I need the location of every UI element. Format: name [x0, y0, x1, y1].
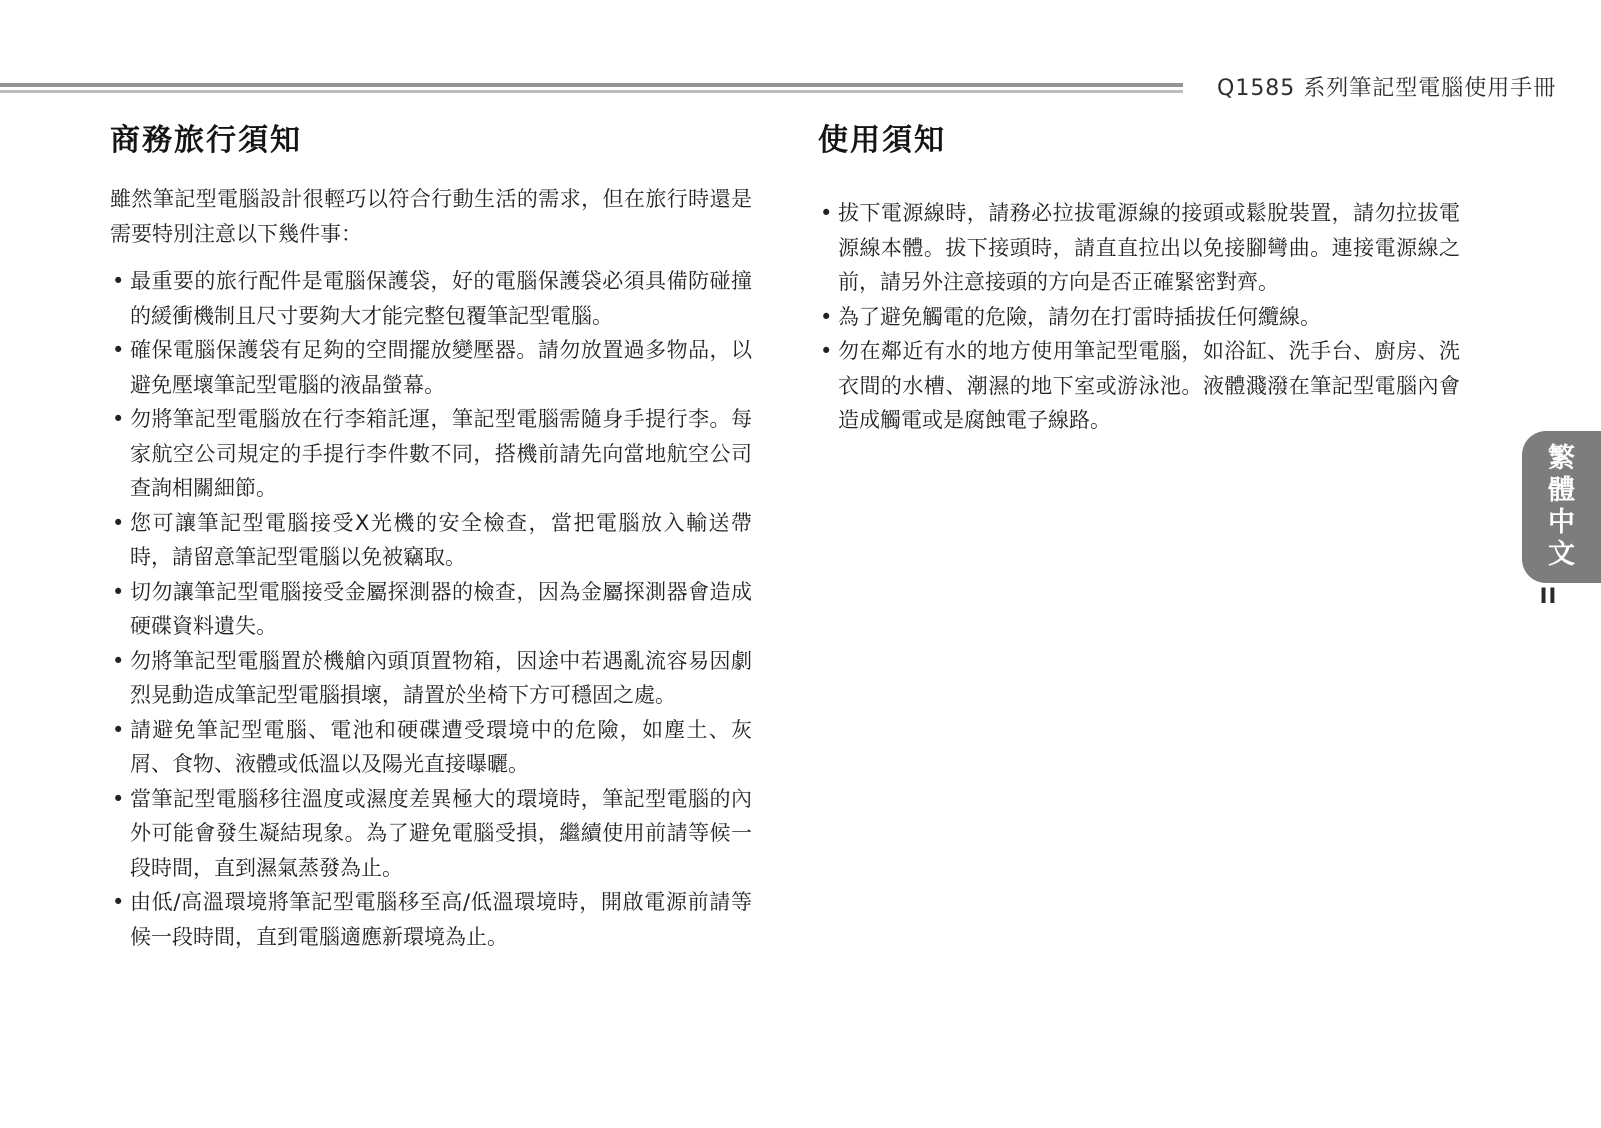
travel-notice-section	[110, 123, 752, 954]
travel-notice-item-text: 請避免筆記型電腦、電池和硬碟遭受環境中的危險，如塵土、灰屑、食物、液體或低溫以及陽光直接曝曬。	[130, 717, 752, 776]
content-columns	[110, 123, 1460, 954]
travel-notice-item	[110, 644, 752, 713]
travel-notice-item	[110, 506, 752, 575]
bullet-icon: •	[112, 510, 125, 535]
usage-notice-section	[818, 123, 1460, 954]
travel-notice-item-text: 切勿讓筆記型電腦接受金屬探測器的檢查，因為金屬探測器會造成硬碟資料遺失。	[130, 579, 752, 638]
travel-notice-item	[110, 885, 752, 954]
travel-notice-item	[110, 402, 752, 506]
manual-title: Q1585 系列筆記型電腦使用手冊	[1217, 76, 1557, 101]
travel-notice-list	[110, 264, 752, 954]
travel-notice-item-text: 勿將筆記型電腦置於機艙內頭頂置物箱，因途中若遇亂流容易因劇烈晃動造成筆記型電腦損壞，請置於坐椅下方可穩固之處。	[130, 648, 752, 707]
usage-notice-item-text: 勿在鄰近有水的地方使用筆記型電腦，如浴缸、洗手台、廚房、洗衣間的水槽、潮濕的地下室或游泳池。液體濺潑在筆記型電腦內會造成觸電或是腐蝕電子線路。	[838, 339, 1460, 432]
bullet-icon: •	[112, 786, 125, 811]
bullet-icon: •	[112, 717, 125, 742]
usage-notice-item	[818, 334, 1460, 438]
bullet-icon: •	[112, 890, 125, 914]
travel-notice-item	[110, 782, 752, 886]
usage-notice-item-text: 拔下電源線時，請務必拉拔電源線的接頭或鬆脫裝置，請勿拉拔電源線本體。拔下接頭時，請直直拉出以免接腳彎曲。連接電源線之前，請另外注意接頭的方向是否正確緊密對齊。	[838, 201, 1460, 294]
travel-notice-item-text: 確保電腦保護袋有足夠的空間擺放變壓器。請勿放置過多物品，以避免壓壞筆記型電腦的液晶螢幕。	[130, 338, 752, 397]
travel-notice-item	[110, 713, 752, 782]
travel-notice-item	[110, 264, 752, 333]
usage-notice-item-text: 為了避免觸電的危險，請勿在打雷時插拔任何纜線。	[838, 304, 1321, 329]
travel-notice-item-text: 由低/高溫環境將筆記型電腦移至高/低溫環境時，開啟電源前請等候一段時間，直到電腦適應新環境為止。	[130, 890, 752, 949]
usage-notice-heading: 使用須知	[818, 123, 946, 158]
header-rule-bottom	[0, 90, 1183, 93]
bullet-icon: •	[820, 339, 833, 363]
travel-notice-item	[110, 575, 752, 644]
bullet-icon: •	[112, 407, 125, 431]
travel-notice-item-text: 您可讓筆記型電腦接受X光機的安全檢查，當把電腦放入輸送帶時，請留意筆記型電腦以免被竊取。	[130, 510, 752, 569]
page-number: II	[1539, 584, 1558, 608]
bullet-icon: •	[112, 269, 125, 293]
travel-notice-item	[110, 333, 752, 402]
usage-notice-list	[818, 196, 1460, 438]
bullet-icon: •	[112, 648, 125, 673]
travel-notice-item-text: 當筆記型電腦移往溫度或濕度差異極大的環境時，筆記型電腦的內外可能會發生凝結現象。為了避免電腦受損，繼續使用前請等候一段時間，直到濕氣蒸發為止。	[130, 786, 752, 880]
language-tab-label: 繁體中文	[1543, 443, 1574, 571]
language-tab[interactable]	[1522, 431, 1601, 583]
bullet-icon: •	[820, 201, 833, 225]
travel-notice-intro: 雖然筆記型電腦設計很輕巧以符合行動生活的需求，但在旅行時還是需要特別注意以下幾件事：	[110, 187, 752, 246]
bullet-icon: •	[820, 304, 833, 329]
usage-notice-item	[818, 196, 1460, 300]
usage-notice-item	[818, 300, 1460, 335]
bullet-icon: •	[112, 338, 125, 362]
travel-notice-item-text: 最重要的旅行配件是電腦保護袋，好的電腦保護袋必須具備防碰撞的緩衝機制且尺寸要夠大才能完整包覆筆記型電腦。	[130, 269, 752, 328]
header-rule-top	[0, 83, 1183, 87]
travel-notice-heading: 商務旅行須知	[110, 123, 302, 158]
bullet-icon: •	[112, 579, 125, 604]
travel-notice-item-text: 勿將筆記型電腦放在行李箱託運，筆記型電腦需隨身手提行李。每家航空公司規定的手提行李件數不同，搭機前請先向當地航空公司查詢相關細節。	[130, 407, 752, 500]
